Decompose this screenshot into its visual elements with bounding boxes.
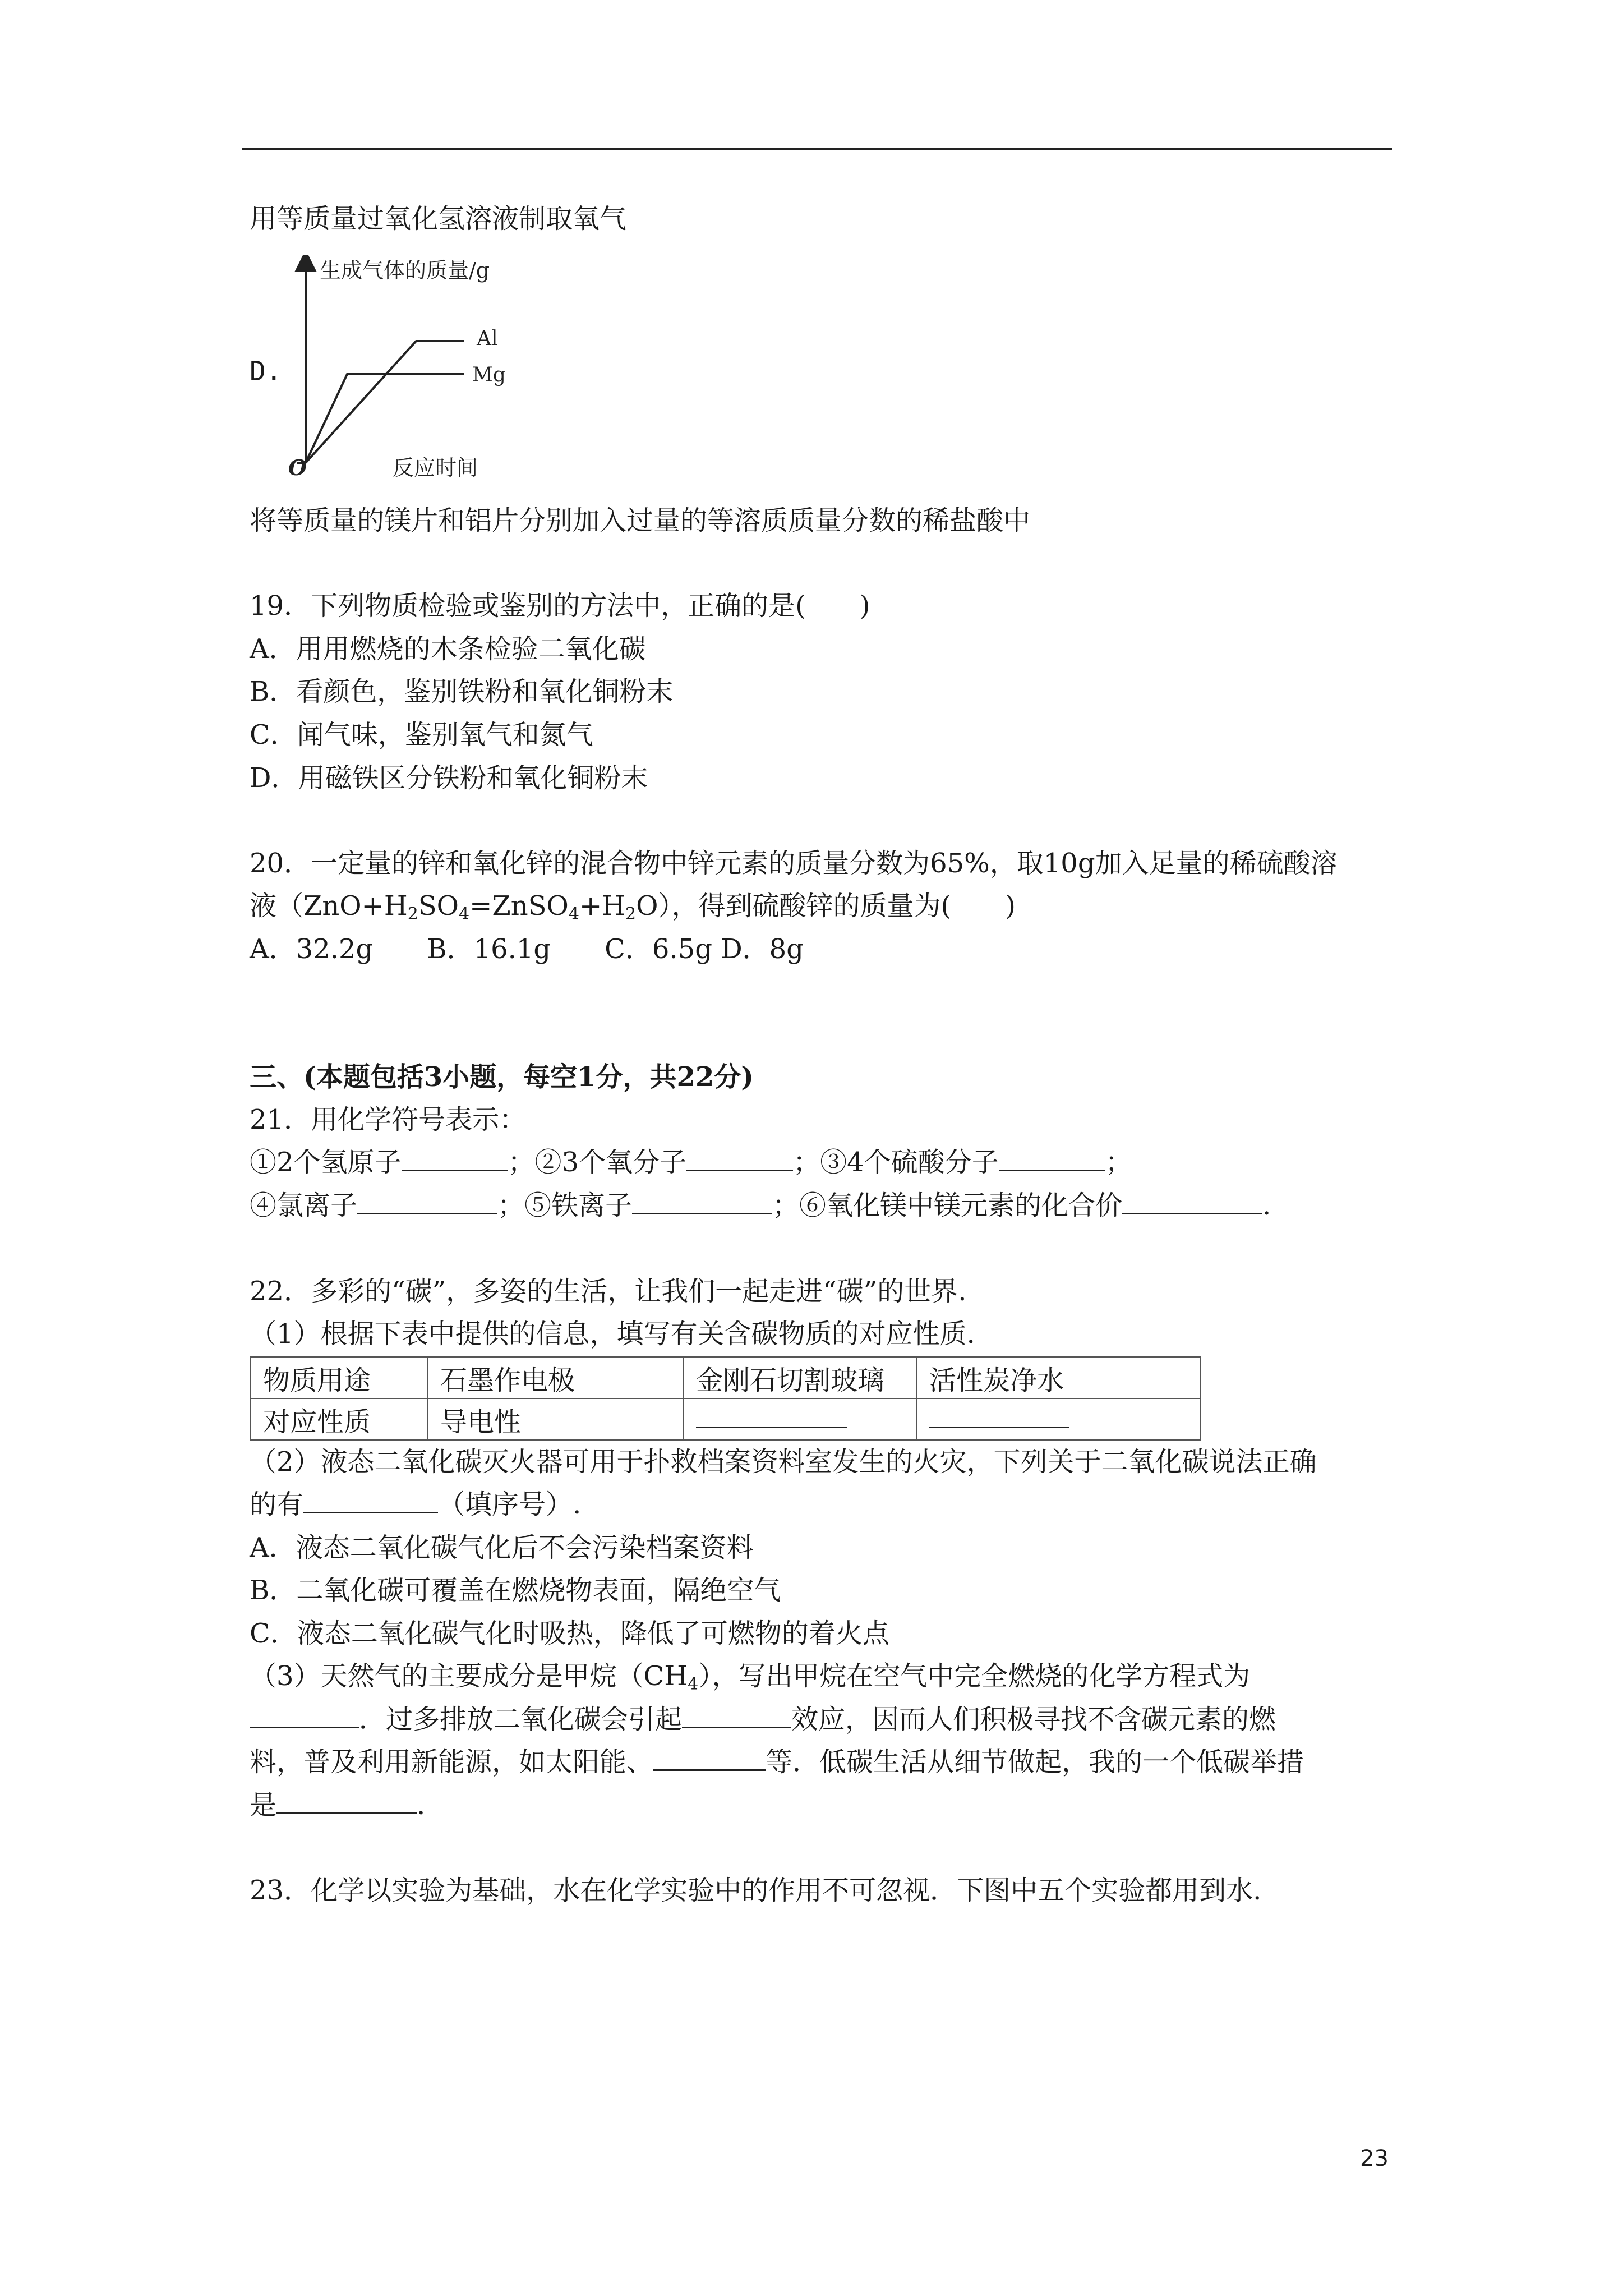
table-cell: 物质用途	[250, 1357, 427, 1398]
q22-part3-line2: ．过多排放二氧化碳会引起 效应，因而人们积极寻找不含碳元素的燃	[250, 1703, 1276, 1736]
page-number: 23	[1360, 2146, 1389, 2171]
q21-stem: 21．用化学符号表示：	[250, 1104, 527, 1135]
table-cell: 金刚石切割玻璃	[683, 1357, 916, 1398]
answer-blank[interactable]	[696, 1404, 847, 1428]
carbon-properties-table	[250, 1356, 1201, 1441]
q20-options: A．32.2g B．16.1g C．6.5g D．8g	[250, 933, 804, 965]
header-rule	[242, 148, 1392, 150]
section3-heading: 三、(本题包括3小题，每空1分，共22分)	[250, 1061, 754, 1093]
series-al-label: Al	[477, 327, 498, 350]
q22-part2-line1: （2）液态二氧化碳灭火器可用于扑救档案资料室发生的火灾，下列关于二氧化碳说法正确	[250, 1446, 1317, 1478]
q22-part3-line1: （3）天然气的主要成分是甲烷$(CH_4)$，写出甲烷在空气中完全燃烧的化学方程式为	[250, 1660, 1251, 1694]
answer-blank[interactable]	[929, 1404, 1069, 1428]
series-mg-line	[306, 374, 464, 463]
q22-part3-line3: 料，普及利用新能源，如太阳能、 等．低碳生活从细节做起，我的一个低碳举措	[250, 1746, 1304, 1778]
answer-blank[interactable]	[999, 1147, 1105, 1171]
table-cell	[916, 1398, 1200, 1440]
q22-part1: （1）根据下表中提供的信息，填写有关含碳物质的对应性质.	[250, 1318, 975, 1350]
table-cell: 导电性	[427, 1398, 683, 1440]
table-row	[250, 1357, 1200, 1398]
series-mg-label: Mg	[472, 364, 506, 386]
answer-blank[interactable]	[250, 1704, 359, 1728]
q21-row2: ④氯离子 ；⑤铁离子 ；⑥氧化镁中镁元素的化合价 .	[250, 1190, 1271, 1221]
option-c-caption: 用等质量过氧化氢溶液制取氧气	[250, 203, 627, 234]
q20-stem-line1: 20．一定量的锌和氧化锌的混合物中锌元素的质量分数为65%，取10g加入足量的稀硫酸溶	[250, 848, 1338, 879]
answer-blank[interactable]	[686, 1147, 793, 1171]
q22-stem: 22．多彩的“碳”，多姿的生活，让我们一起走进“碳”的世界.	[250, 1276, 967, 1307]
q22-part3-line4: 是 .	[250, 1789, 426, 1821]
table-cell: 对应性质	[250, 1398, 427, 1440]
answer-blank[interactable]	[653, 1747, 766, 1771]
option-d-caption: 将等质量的镁片和铝片分别加入过量的等溶质质量分数的稀盐酸中	[250, 505, 1031, 536]
table-cell	[683, 1398, 916, 1440]
answer-blank[interactable]	[276, 1790, 417, 1814]
x-axis-label: 反应时间	[393, 455, 478, 480]
q19-option-a: A．用用燃烧的木条检验二氧化碳	[250, 633, 646, 665]
q22-part2-option-c: C．液态二氧化碳气化时吸热，降低了可燃物的着火点	[250, 1618, 889, 1649]
answer-blank[interactable]	[402, 1147, 508, 1171]
table-row	[250, 1398, 1200, 1440]
q23-stem: 23．化学以实验为基础，水在化学实验中的作用不可忽视．下图中五个实验都用到水.	[250, 1875, 1262, 1906]
q22-part2-option-a: A．液态二氧化碳气化后不会污染档案资料	[250, 1532, 754, 1563]
q19-option-b: B．看颜色，鉴别铁粉和氧化铜粉末	[250, 676, 674, 707]
answer-blank[interactable]	[682, 1704, 791, 1728]
q19-option-c: C．闻气味，鉴别氧气和氮气	[250, 719, 593, 751]
metal-acid-graph	[286, 255, 555, 480]
answer-blank[interactable]	[303, 1489, 438, 1513]
q22-part2-line2: 的有 （填序号）.	[250, 1489, 582, 1520]
origin-label: O	[288, 455, 307, 480]
q19-stem: 19．下列物质检验或鉴别的方法中，正确的是( )	[250, 590, 870, 622]
q20-stem-line2: 液$(ZnO+H_2SO_4=ZnSO_4+H_2O)$，得到硫酸锌的质量为( )	[250, 890, 1016, 924]
table-cell: 石墨作电极	[427, 1357, 683, 1398]
answer-blank[interactable]	[632, 1190, 772, 1214]
answer-blank[interactable]	[357, 1190, 497, 1214]
option-d-label: D.	[250, 356, 282, 387]
table-cell: 活性炭净水	[916, 1357, 1200, 1398]
series-al-line	[306, 341, 464, 463]
y-axis-label: 生成气体的质量/g	[320, 258, 490, 283]
answer-blank[interactable]	[1122, 1190, 1262, 1214]
q19-option-d: D．用磁铁区分铁粉和氧化铜粉末	[250, 762, 648, 794]
q21-row1: ①2个氢原子 ；②3个氧分子 ；③4个硫酸分子 ；	[250, 1147, 1132, 1178]
q22-part2-option-b: B．二氧化碳可覆盖在燃烧物表面，隔绝空气	[250, 1575, 781, 1606]
